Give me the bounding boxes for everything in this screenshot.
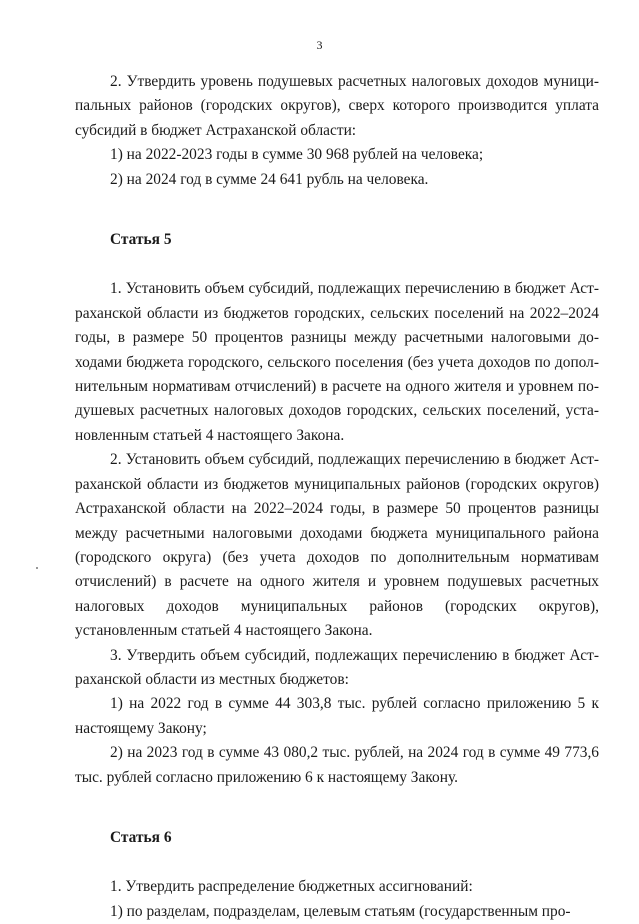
article-6-title: Статья 6 bbox=[110, 828, 172, 846]
document-body bbox=[75, 70, 599, 924]
page-number: 3 bbox=[316, 38, 323, 52]
intro-item-2: 2) на 2024 год в сумме 24 641 рубль на человека. bbox=[110, 170, 429, 188]
article-5-item-1: 1) на 2022 год в сумме 44 303,8 тыс. рублей согласно приложению 5 к настоящему Закону; bbox=[75, 695, 599, 737]
article-5-paragraph-3: 3. Утвердить объем субсидий, подлежащих перечислению в бюджет Астраханской области из местных бюджетов: bbox=[75, 646, 599, 688]
article-5-paragraph-2: 2. Установить объем субсидий, подлежащих перечислению в бюджет Астраханской области из бюджетов муниципальных районов (городских округов) Астраханской области на 2022–2024 годы, в размере 50 процентов разницы между расчетными налоговыми доходами бюджета муниципального района (городского округа) (без учета доходов по дополнительным нормативам отчислений) в расчете на одного жителя и уровнем подушевых расчетных налоговых доходов муниципальных районов (городских округов), установленным статьей 4 настоящего Закона. bbox=[75, 451, 599, 640]
scan-speck bbox=[36, 567, 38, 569]
article-5-paragraph-1: 1. Установить объем субсидий, подлежащих перечислению в бюджет Астраханской области из бюджетов городских, сельских поселений на 2022–2024 годы, в размере 50 процентов разницы между расчетными налоговыми доходами бюджета городского, сельского поселения (без учета доходов по дополнительным нормативам отчислений) в расчете на одного жителя и уровнем подушевых расчетных налоговых доходов городских, сельских поселений, установленным статьей 4 настоящего Закона. bbox=[75, 280, 599, 444]
article-5-item-2: 2) на 2023 год в сумме 43 080,2 тыс. рублей, на 2024 год в сумме 49 773,6 тыс. рублей согласно приложению 6 к настоящему Закону. bbox=[75, 744, 599, 786]
intro-item-1: 1) на 2022-2023 годы в сумме 30 968 рублей на человека; bbox=[110, 146, 484, 164]
article-6-item-1: 1) по разделам, подразделам, целевым статьям (государственным про- bbox=[110, 902, 571, 920]
article-6-paragraph-1: 1. Утвердить распределение бюджетных ассигнований: bbox=[110, 878, 473, 896]
article-5-title: Статья 5 bbox=[110, 231, 172, 249]
intro-paragraph: 2. Утвердить уровень подушевых расчетных налоговых доходов муниципальных районов (городских округов), сверх которого производится уплата субсидий в бюджет Астраханской области: bbox=[75, 73, 599, 139]
